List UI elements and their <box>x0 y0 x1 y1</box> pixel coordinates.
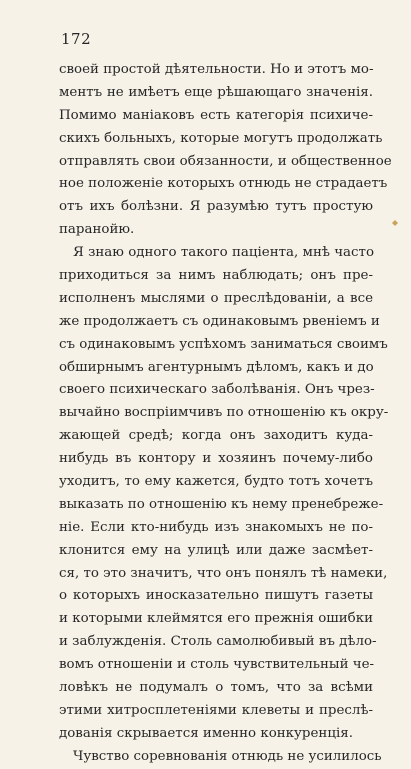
text-line: ловѣкъ не подумалъ о томъ, что за всѣми <box>59 680 373 696</box>
text-line: жающей средѣ; когда онъ заходитъ куда- <box>59 428 373 444</box>
text-line: выказать по отношенію къ нему пренебреже- <box>59 496 384 512</box>
text-line: уходитъ, то ему кажется, будто тотъ хочетъ <box>59 474 373 490</box>
text-line: ментъ не имѣетъ еще рѣшающаго значенія. <box>59 84 373 100</box>
text-line: отъ ихъ болѣзни. Я разумѣю тутъ простую <box>59 199 373 215</box>
text-line: клонится ему на улицѣ или даже засмѣет- <box>59 542 373 558</box>
text-line: ное положеніе которыхъ отнюдь не страдаетъ <box>59 176 388 192</box>
margin-mark-icon <box>392 220 398 226</box>
text-line: скихъ больныхъ, которые могутъ продолжать <box>59 130 383 146</box>
text-line: отправлять свои обязанности, и общественное <box>59 153 392 169</box>
text-line: вычайно воспріимчивъ по отношенію къ окру- <box>59 405 389 421</box>
text-line: паранойю. <box>59 222 135 238</box>
text-line: же продолжаетъ съ одинаковымъ рвеніемъ и <box>59 313 380 329</box>
text-line: и которыми клеймятся его прежнія ошибки <box>59 611 373 627</box>
text-line: этими хитросплетеніями клеветы и преслѣ- <box>59 702 373 718</box>
text-line: Чувство соревнованія отнюдь не усилилось <box>73 748 382 764</box>
text-line: нибудь въ контору и хозяинъ почему-либо <box>59 451 373 467</box>
text-line: о которыхъ иносказательно пишутъ газеты <box>59 588 373 604</box>
text-line: Помимо маніаковъ есть категорія психиче- <box>59 107 373 123</box>
text-line: и заблужденія. Столь самолюбивый въ дѣло- <box>59 634 377 650</box>
text-line: своей простой дѣятельности. Но и этотъ мо- <box>59 62 374 77</box>
text-line: ніе. Если кто-нибудь изъ знакомыхъ не по- <box>59 519 373 535</box>
text-line: вомъ отношеніи и столь чувствительный че- <box>59 657 375 673</box>
text-line: своего психическаго заболѣванія. Онъ чрез- <box>59 382 375 398</box>
page-number: 172 <box>61 30 92 48</box>
text-line: обширнымъ агентурнымъ дѣломъ, какъ и до <box>59 359 374 375</box>
text-line: Я знаю одного такого паціента, мнѣ часто <box>73 245 375 261</box>
text-line: исполненъ мыслями о преслѣдованіи, а все <box>59 290 373 306</box>
text-line: ся, то это значитъ, что онъ понялъ тѣ намеки, <box>59 565 388 581</box>
text-line: дованія скрывается именно конкуренція. <box>59 725 353 741</box>
text-line: съ одинаковымъ успѣхомъ заниматься своимъ <box>59 336 388 352</box>
text-line: приходиться за нимъ наблюдать; онъ пре- <box>59 268 373 284</box>
body-text <box>59 59 392 769</box>
